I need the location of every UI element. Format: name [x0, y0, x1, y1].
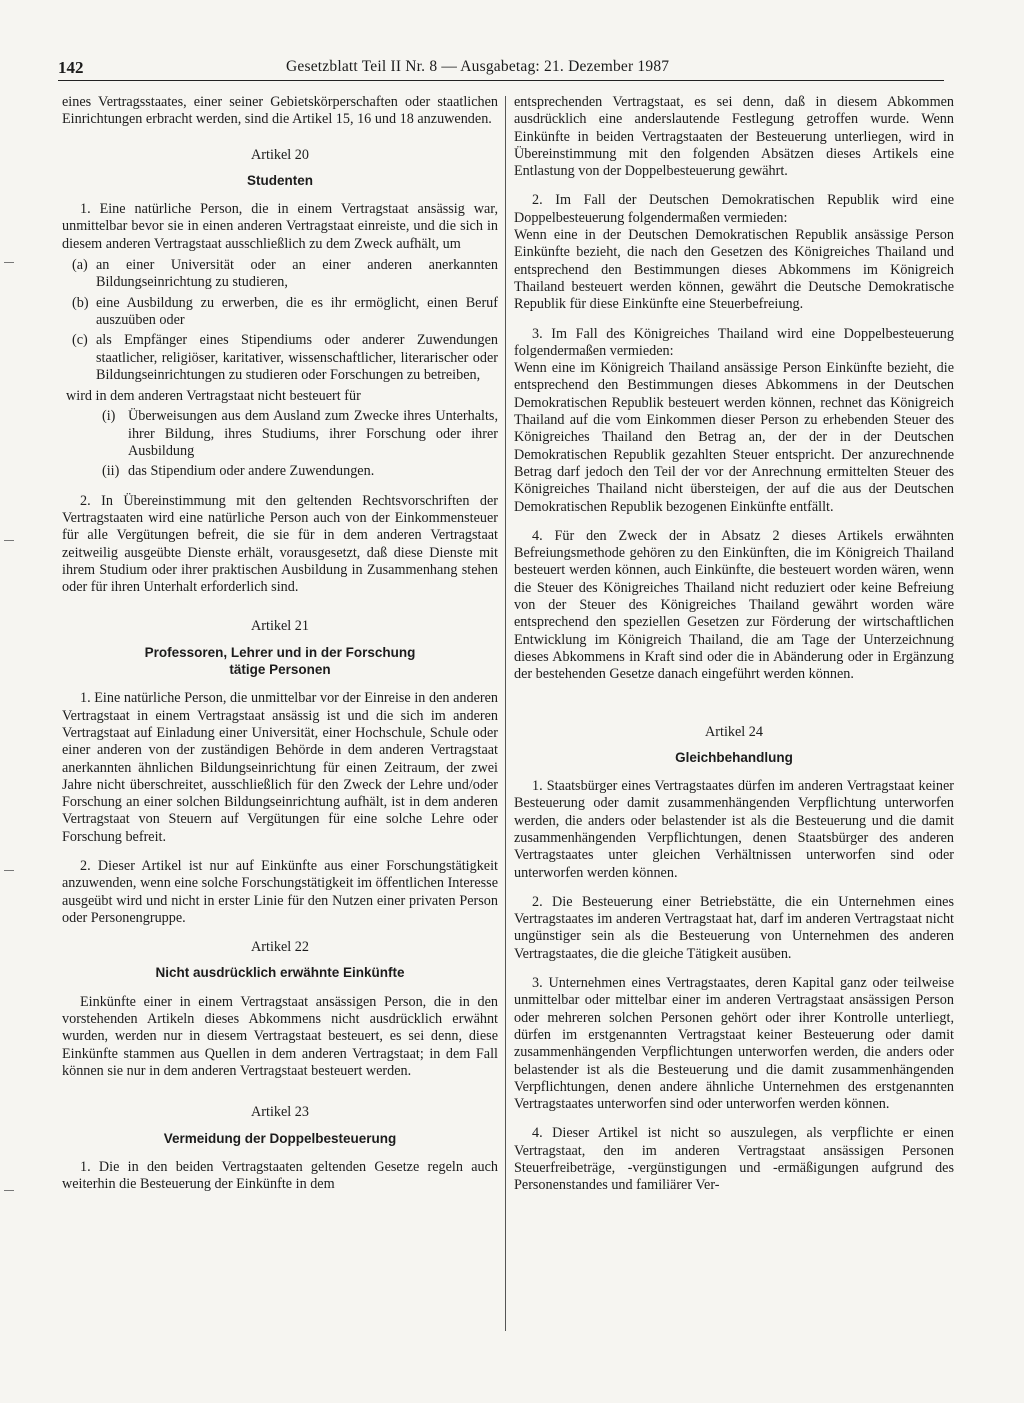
sub-list-item-text: das Stipendium oder andere Zuwendungen. — [128, 463, 375, 480]
right-column — [514, 94, 954, 1207]
page-header — [58, 58, 944, 81]
article-20-paragraph-2: 2. In Übereinstimmung mit den geltenden Rechtsvorschriften der Vertragstaaten wird eine natürliche Person auch von der Einkommensteuer für alle Vergütungen befreit, die sie für in dem anderen Vertragstaat zeitweilig ausgeübte Dienste erhält, vorausgesetzt, daß diese Dienste mit ihrem Studium oder ihrer praktischen Ausbildung in Zusammenhang stehen oder für ihren Unterhalt erforderlich sind. — [62, 492, 498, 596]
article-21-title-line-1: Professoren, Lehrer und in der Forschung — [144, 644, 416, 660]
article-24-paragraph-4: 4. Dieser Artikel ist nicht so auszulegen, als verpflichte er einen Vertragstaat, den im anderen Vertragstaat ansässigen Personen Steuerfreibeträge, -vergünstigungen und -ermäßigungen aufgrund des Personenstandes und familiärer Ver- — [514, 1125, 954, 1194]
left-column — [62, 94, 498, 1205]
sub-list-item — [62, 463, 498, 480]
list-item-label: (c) — [72, 332, 88, 349]
article-23-paragraph-2-intro: 2. Im Fall der Deutschen Demokratischen Republik wird eine Doppelbesteuerung folgendermaßen vermieden: — [514, 192, 954, 226]
article-20-number: Artikel 20 — [251, 146, 309, 163]
margin-mark — [4, 540, 14, 541]
list-item-text: eine Ausbildung zu erwerben, die es ihr ermöglicht, einen Beruf auszuüben oder — [96, 294, 498, 328]
article-21-paragraph-1: 1. Eine natürliche Person, die unmittelbar vor der Einreise in den anderen Vertragstaat in einem Vertragstaat ansässig ist und die sich im anderen Vertragstaat auf Einladung einer Universität, einer Hochschule, Schule oder einer anderen von der zuständigen Behörde in dem anderen Vertragstaat anerkannten ähnlichen Bildungseinrichtung für einen Zeitraum, der zwei Jahre nicht überschreitet, ausschließlich für den Zweck der Lehre und/oder Forschung an einer solchen Bildungseinrichtung aufhält, ist in dem anderen Vertragstaat von Steuern auf Vergütungen für eine solche Lehre oder Forschung befreit. — [62, 690, 498, 845]
list-item — [62, 257, 498, 292]
article-24-paragraph-3: 3. Unternehmen eines Vertragstaates, deren Kapital ganz oder teilweise unmittelbar oder mittelbar einer im anderen Vertragstaat ansässigen Person oder mehreren solchen Personen gehört oder ihrer Kontrolle unterliegt, dürfen im erstgenannten Vertragstaat keiner Besteuerung oder damit zusammenhängenden Verpflichtungen unterworfen werden, die anders oder belastender ist als die Besteuerung und die damit zusammenhängenden Verpflichtungen, denen andere ähnliche Unternehmen des erstgenannten Vertragstaates unterworfen sind oder unterworfen werden können. — [514, 975, 954, 1113]
article-24-title: Gleichbehandlung — [675, 749, 793, 765]
column-divider — [505, 96, 506, 1331]
article-22-title: Nicht ausdrücklich erwähnte Einkünfte — [155, 965, 405, 981]
intro-paragraph: eines Vertragsstaates, einer seiner Gebietskörperschaften oder staatlichen Einrichtungen erbracht werden, sind die Artikel 15, 16 und 18 anzuwenden. — [62, 94, 498, 128]
list-item-label: (b) — [72, 294, 89, 311]
article-23-continuation: entsprechenden Vertragstaat, es sei denn, daß in diesem Abkommen ausdrücklich eine anderslautende Festlegung getroffen wurde. Wenn Einkünfte in beiden Vertragstaaten der Besteuerung unterliegen, wird in Übereinstimmung mit den folgenden Absätzen dieses Artikels eine Entlastung von der Doppelbesteuerung gewährt. — [514, 94, 954, 180]
list-item — [62, 295, 498, 330]
page-number: 142 — [58, 58, 84, 77]
article-20-paragraph-1: 1. Eine natürliche Person, die in einem Vertragstaat ansässig war, unmittelbar bevor sie in einen anderen Vertragstaat einreiste, und die sich in diesem anderen Vertragstaat ausschließlich zu dem Zweck aufhält, um — [62, 201, 498, 252]
article-23-paragraph-2-body: Wenn eine in der Deutschen Demokratischen Republik ansässige Person Einkünfte bezieht, die nach den Gesetzen des Königreiches Thailand und entsprechend den Bestimmungen dieses Abkommens im Königreich Thailand besteuert werden können, gewährt die Deutsche Demokratische Republik für diese Einkünfte eine Steuerbefreiung. — [514, 227, 954, 313]
article-23-title: Vermeidung der Doppelbesteuerung — [163, 1130, 397, 1146]
article-22-paragraph-1: Einkünfte einer in einem Vertragstaat ansässigen Person, die in den vorstehenden Artikeln dieses Abkommens nicht ausdrücklich erwähnt wurden, werden nur in diesem Vertragstaat besteuert, es sei denn, diese Einkünfte stammen aus Quellen in dem anderen Vertragstaat; in dem Fall können sie nur in dem anderen Vertragstaat besteuert werden. — [62, 993, 498, 1079]
list-item-label: (a) — [72, 257, 88, 274]
sub-list-item-text: Überweisungen aus dem Ausland zum Zwecke ihres Unterhalts, ihrer Bildung, ihres Studiums, ihrer Forschung oder ihrer Ausbildung — [128, 408, 498, 460]
list-item — [62, 332, 498, 384]
article-23-paragraph-4: 4. Für den Zweck der in Absatz 2 dieses Artikels erwähnten Befreiungsmethode gehören zu den Einkünften, die im Königreich Thailand besteuert werden können, auch Einkünfte, die besteuert worden wären, wenn die Steuer des Königreiches Thailand nicht reduziert oder keine Befreiung von der Steuer des Königreiches Thailand gewährt worden wäre entsprechend den speziellen Gesetzen zur Förderung der wirtschaftlichen Entwicklung im Königreich Thailand, die am Tage der Unterzeichnung dieses Abkommens in Kraft sind oder die in Abänderung oder in Ergänzung der bestehenden Gesetze danach eingeführt werden können. — [514, 527, 954, 683]
article-21-title-line-2: tätige Personen — [229, 662, 331, 678]
article-23-paragraph-3-intro: 3. Im Fall des Königreiches Thailand wird eine Doppelbesteuerung folgendermaßen vermieden: — [514, 325, 954, 359]
running-title: Gesetzblatt Teil II Nr. 8 — Ausgabetag: 21. Dezember 1987 — [286, 58, 670, 75]
sub-list-item-label: (ii) — [102, 463, 120, 480]
margin-mark — [4, 870, 14, 871]
list-item-text: an einer Universität oder an einer anderen anerkannten Bildungseinrichtung zu studieren, — [96, 257, 498, 291]
article-21-number: Artikel 21 — [251, 618, 309, 635]
article-23-number: Artikel 23 — [251, 1104, 309, 1121]
article-20-tail: wird in dem anderen Vertragstaat nicht besteuert für — [66, 388, 361, 405]
article-21-paragraph-2: 2. Dieser Artikel ist nur auf Einkünfte aus einer Forschungstätigkeit anzuwenden, wenn eine solche Forschungstätigkeit im öffentlichen Interesse ausgeübt wird und nicht in erster Linie für den Nutzen einer privaten Person oder Personengruppe. — [62, 857, 498, 926]
margin-mark — [4, 262, 14, 263]
list-item-text: als Empfänger eines Stipendiums oder anderer Zuwendungen staatlicher, religiöser, karitativer, wissenschaftlicher, literarischer oder Bildungseinrichtungen zu studieren oder Forschungen zu betreiben, — [96, 332, 498, 383]
article-22-number: Artikel 22 — [251, 939, 309, 956]
article-24-paragraph-2: 2. Die Besteuerung einer Betriebstätte, die ein Unternehmen eines Vertragstaates im anderen Vertragstaat hat, darf im anderen Vertragstaat nicht ungünstiger sein als die Besteuerung von Unternehmen des anderen Vertragstaates, die die gleiche Tätigkeit ausüben. — [514, 893, 954, 962]
article-20-title: Studenten — [247, 172, 313, 188]
article-23-paragraph-3-body: Wenn eine im Königreich Thailand ansässige Person Einkünfte bezieht, die entsprechend den Bestimmungen dieses Abkommens in der Deutschen Demokratischen Republik besteuert werden können, rechnet das Königreich Thailand auf die vom Einkommen dieser Person zu erhebenden Steuer des Königreiches Thailand den Betrag an, der der in der Deutschen Demokratischen Republik gezahlten Steuer entspricht. Der anzurechnende Betrag darf jedoch den Teil der vor der Anrechnung ermittelten Steuer des Königreiches Thailand nicht übersteigen, der auf die aus der Deutschen Demokratischen Republik bezogenen Einkünfte entfällt. — [514, 360, 954, 515]
article-23-paragraph-1: 1. Die in den beiden Vertragstaaten geltenden Gesetze regeln auch weiterhin die Besteuerung der Einkünfte in dem — [62, 1158, 498, 1193]
sub-list-item-label: (i) — [102, 408, 116, 425]
article-24-number: Artikel 24 — [705, 723, 763, 740]
sub-list-item — [62, 408, 498, 460]
margin-mark — [4, 1190, 14, 1191]
article-24-paragraph-1: 1. Staatsbürger eines Vertragstaates dürfen im anderen Vertragstaat keiner Besteuerung oder damit zusammenhängenden Verpflichtung unterworfen werden, die anders oder belastender ist als die Besteuerung und die damit zusammenhängenden Verpflichtungen, denen Staatsbürger des anderen Vertragstaates unter gleichen Verhältnissen unterworfen sind oder unterworfen werden können. — [514, 778, 954, 881]
